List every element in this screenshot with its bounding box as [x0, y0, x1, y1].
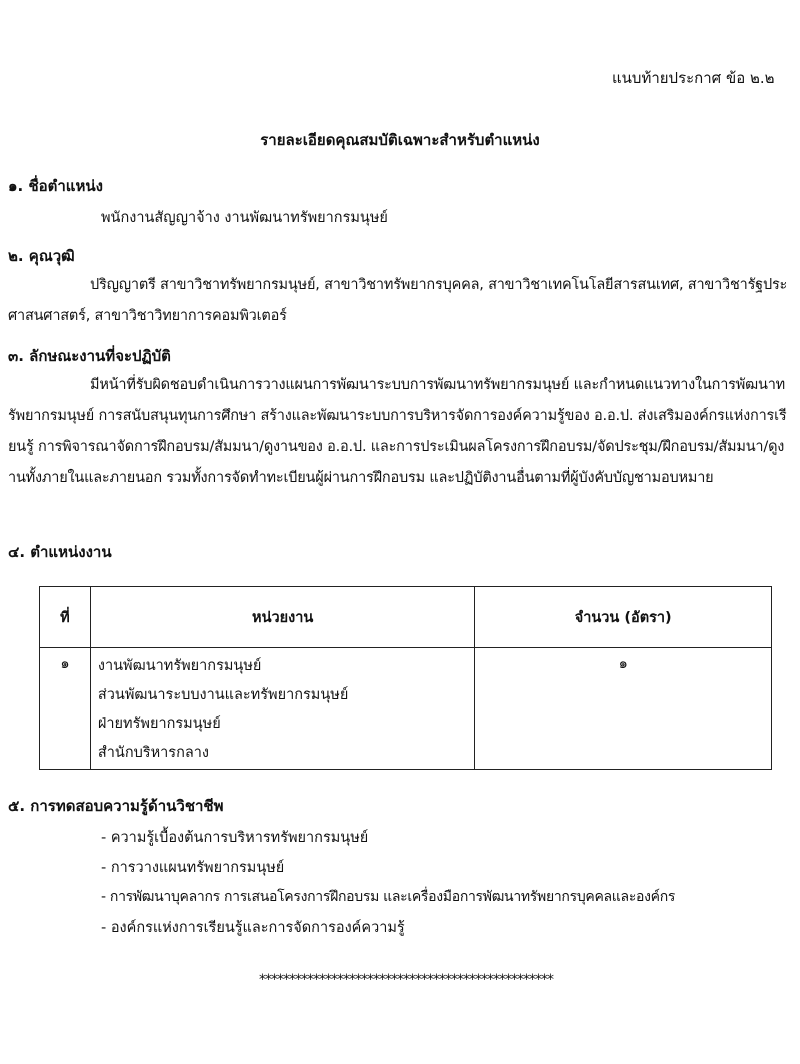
- end-separator: *************************************************: [259, 972, 553, 988]
- row-no: ๑: [40, 648, 91, 770]
- section-2-heading: ๒. คุณวุฒิ: [8, 247, 75, 265]
- col-header-count: จำนวน (อัตรา): [475, 587, 772, 648]
- position-name: พนักงานสัญญาจ้าง งานพัฒนาทรัพยากรมนุษย์: [101, 210, 388, 226]
- section-3-heading: ๓. ลักษณะงานที่จะปฏิบัติ: [8, 347, 171, 365]
- unit-line: สำนักบริหารกลาง: [97, 745, 209, 761]
- test-item: - ความรู้เบื้องต้นการบริหารทรัพยากรมนุษย์: [101, 830, 369, 846]
- qualification-content: ปริญญาตรี สาขาวิชาทรัพยากรมนุษย์, สาขาวิชาทรัพยากรบุคคล, สาขาวิชาเทคโนโลยีสารสนเทศ, สาขาวิชารัฐประศาสนศาสตร์, สาขาวิชาวิทยาการคอมพิวเตอร์: [8, 277, 788, 324]
- unit-line: ฝ่ายทรัพยากรมนุษย์: [97, 716, 221, 732]
- test-item: - องค์กรแห่งการเรียนรู้และการจัดการองค์ความรู้: [101, 920, 405, 936]
- position-table: [39, 586, 772, 770]
- col-header-no: ที่: [40, 587, 91, 648]
- section-1-heading: ๑. ชื่อตำแหน่ง: [8, 177, 103, 195]
- test-item: - การพัฒนาบุคลากร การเสนอโครงการฝึกอบรม และเครื่องมือการพัฒนาทรัพยากรบุคคลและองค์กร: [101, 889, 676, 905]
- section-4-heading: ๔. ตำแหน่งงาน: [8, 543, 112, 561]
- unit-line: งานพัฒนาทรัพยากรมนุษย์: [97, 658, 262, 674]
- qualification-text: [8, 270, 790, 332]
- annex-reference: แนบท้ายประกาศ ข้อ ๒.๒: [612, 69, 775, 87]
- test-item: - การวางแผนทรัพยากรมนุษย์: [101, 860, 285, 876]
- row-unit: [90, 648, 474, 770]
- section-5-heading: ๕. การทดสอบความรู้ด้านวิชาชีพ: [8, 797, 224, 815]
- job-description-text: [8, 370, 790, 494]
- unit-line: ส่วนพัฒนาระบบงานและทรัพยากรมนุษย์: [97, 687, 349, 703]
- table-row: [40, 648, 772, 770]
- table-header-row: [40, 587, 772, 648]
- col-header-unit: หน่วยงาน: [90, 587, 474, 648]
- document-title: รายละเอียดคุณสมบัติเฉพาะสำหรับตำแหน่ง: [260, 131, 540, 149]
- job-description-content: มีหน้าที่รับผิดชอบดำเนินการวางแผนการพัฒนาระบบการพัฒนาทรัพยากรมนุษย์ และกำหนดแนวทางในการพัฒนาทรัพยากรมนุษย์ การสนับสนุนทุนการศึกษา สร้างและพัฒนาระบบการบริหารจัดการองค์ความรู้ของ อ.อ.ป. ส่งเสริมองค์กรแห่งการเรียนรู้ การพิจารณาจัดการฝึกอบรม/สัมมนา/ดูงานของ อ.อ.ป. และการประเมินผลโครงการฝึกอบรม/จัดประชุม/ฝึกอบรม/สัมมนา/ดูงานทั้งภายในและภายนอก รวมทั้งการจัดทำทะเบียนผู้ผ่านการฝึกอบรม และปฏิบัติงานอื่นตามที่ผู้บังคับบัญชามอบหมาย: [8, 377, 787, 486]
- row-count: ๑: [475, 648, 772, 770]
